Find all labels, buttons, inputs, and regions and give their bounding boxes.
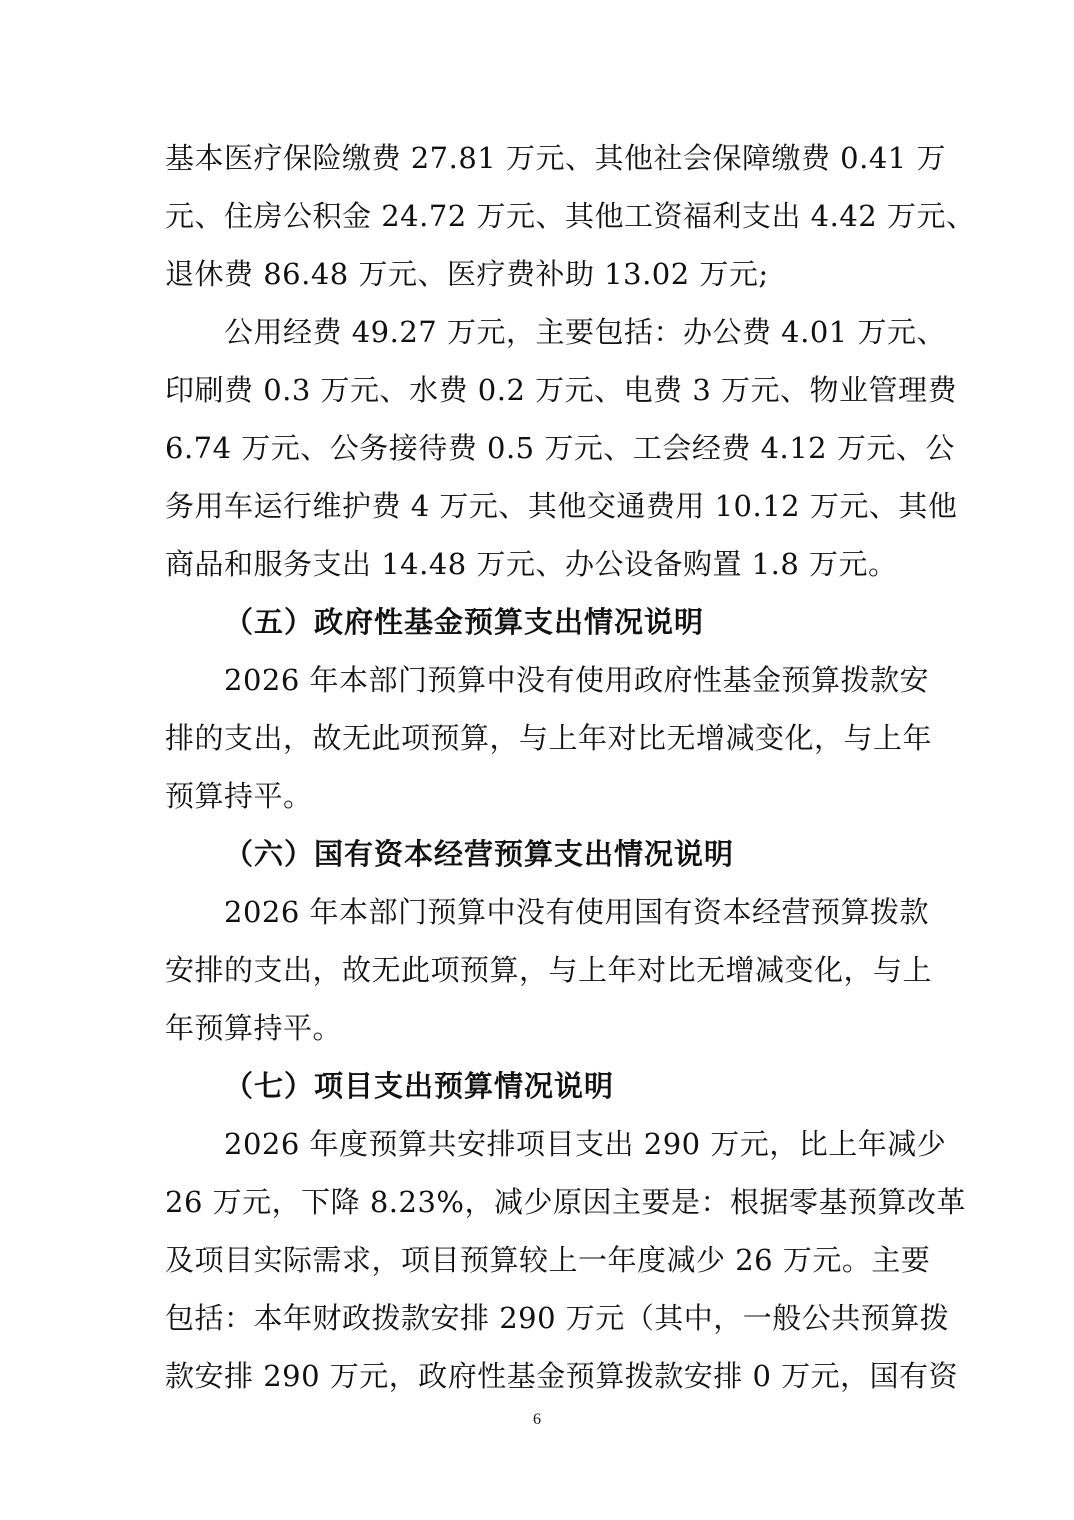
section-heading: （六）国有资本经营预算支出情况说明	[224, 837, 735, 871]
paragraph-line: 款安排 290 万元，政府性基金预算拨款安排 0 万元，国有资	[165, 1359, 959, 1393]
section-heading: （七）项目支出预算情况说明	[224, 1069, 615, 1103]
paragraph-line: 26 万元，下降 8.23%，减少原因主要是：根据零基预算改革	[165, 1185, 966, 1219]
paragraph-line: 2026 年本部门预算中没有使用政府性基金预算拨款安	[224, 663, 930, 697]
paragraph-line: 商品和服务支出 14.48 万元、办公设备购置 1.8 万元。	[165, 547, 898, 581]
page-number: 6	[533, 1411, 541, 1428]
paragraph-line: 印刷费 0.3 万元、水费 0.2 万元、电费 3 万元、物业管理费	[165, 373, 958, 407]
paragraph-line: 包括：本年财政拨款安排 290 万元（其中，一般公共预算拨	[165, 1301, 950, 1335]
paragraph-line: 公用经费 49.27 万元，主要包括：办公费 4.01 万元、	[224, 315, 946, 349]
paragraph-line: 6.74 万元、公务接待费 0.5 万元、工会经费 4.12 万元、公	[165, 431, 955, 465]
paragraph-line: 及项目实际需求，项目预算较上一年度减少 26 万元。主要	[165, 1243, 931, 1277]
paragraph-line: 预算持平。	[165, 779, 313, 813]
paragraph-line: 退休费 86.48 万元、医疗费补助 13.02 万元;	[165, 257, 769, 291]
paragraph-line: 元、住房公积金 24.72 万元、其他工资福利支出 4.42 万元、	[165, 199, 976, 233]
paragraph-line: 基本医疗保险缴费 27.81 万元、其他社会保障缴费 0.41 万	[165, 141, 946, 175]
paragraph-line: 排的支出，故无此项预算，与上年对比无增减变化，与上年	[165, 721, 933, 755]
paragraph-line: 2026 年本部门预算中没有使用国有资本经营预算拨款	[224, 895, 930, 929]
paragraph-line: 安排的支出，故无此项预算，与上年对比无增减变化，与上	[165, 953, 933, 987]
paragraph-line: 年预算持平。	[165, 1011, 343, 1045]
section-heading: （五）政府性基金预算支出情况说明	[224, 605, 705, 639]
paragraph-line: 2026 年度预算共安排项目支出 290 万元，比上年减少	[224, 1127, 947, 1161]
paragraph-line: 务用车运行维护费 4 万元、其他交通费用 10.12 万元、其他	[165, 489, 958, 523]
